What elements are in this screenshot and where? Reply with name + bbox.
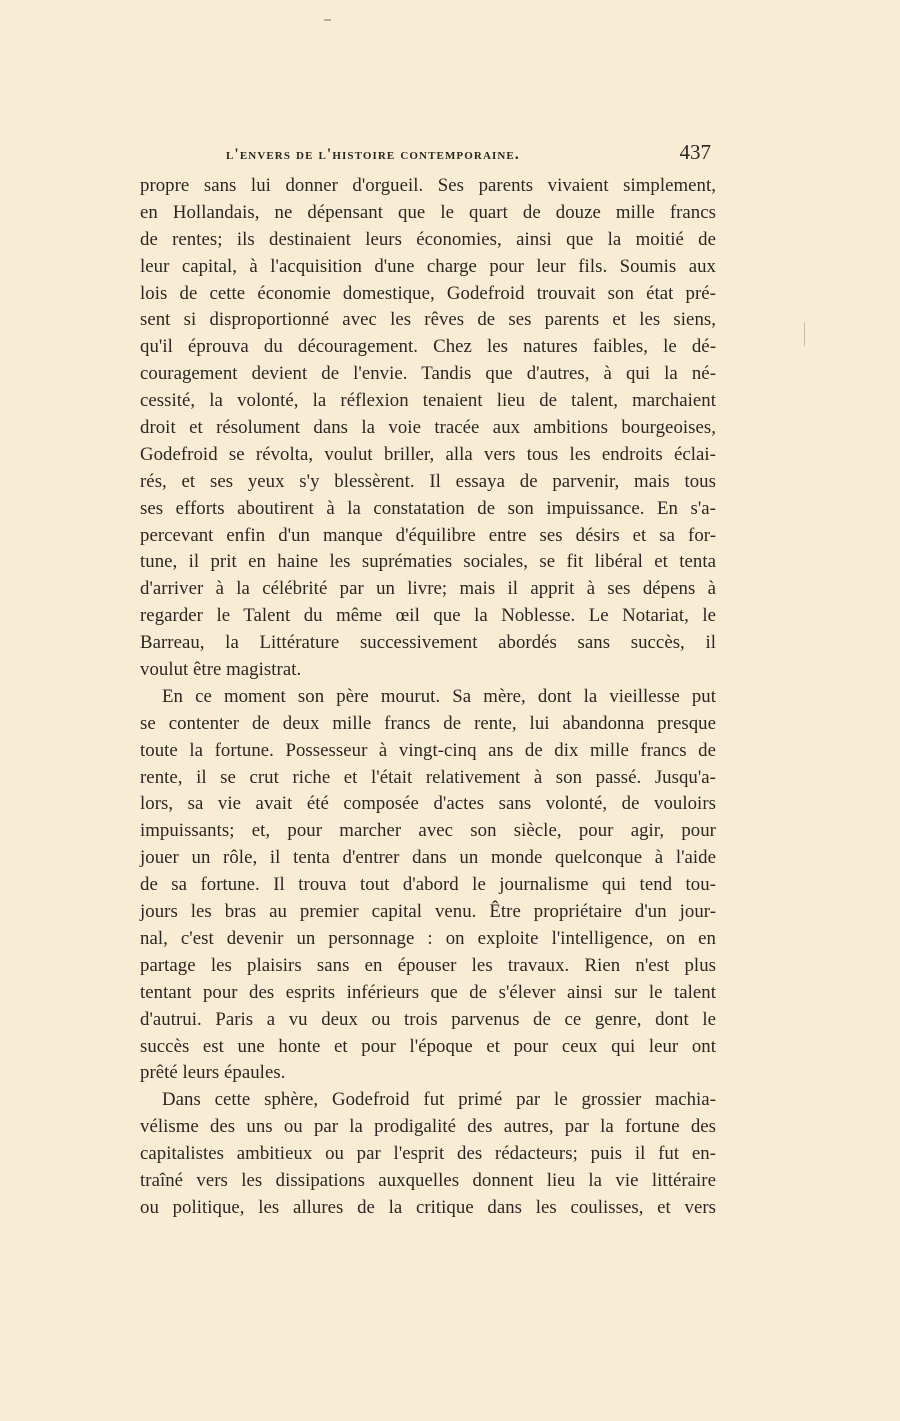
text-line: succès est une honte et pour l'époque et pour ceux qui leur ont bbox=[140, 1035, 716, 1057]
text-line: partage les plaisirs sans en épouser les travaux. Rien n'est plus bbox=[140, 954, 716, 976]
text-line: vélisme des uns ou par la prodigalité des autres, par la fortune des bbox=[140, 1116, 716, 1138]
text-line: lois de cette économie domestique, Godefroid trouvait son état pré- bbox=[140, 282, 716, 304]
text-line: percevant enfin d'un manque d'équilibre entre ses désirs et sa for- bbox=[140, 524, 716, 546]
running-title: l'envers de l'histoire contemporaine. bbox=[226, 146, 520, 163]
text-line: ses efforts aboutirent à la constatation de son impuissance. En s'a- bbox=[140, 497, 716, 519]
text-line: sent si disproportionné avec les rêves de ses parents et les siens, bbox=[140, 309, 716, 331]
text-line: En ce moment son père mourut. Sa mère, dont la vieillesse put bbox=[162, 685, 716, 707]
text-line: leur capital, à l'acquisition d'une charge pour leur fils. Soumis aux bbox=[140, 255, 716, 277]
text-line: prêté leurs épaules. bbox=[140, 1062, 286, 1084]
paragraph-1 bbox=[140, 173, 716, 684]
page-smudge-mark bbox=[324, 19, 331, 21]
text-line: regarder le Talent du même œil que la Noblesse. Le Notariat, le bbox=[140, 605, 716, 627]
text-line: Barreau, la Littérature successivement abordés sans succès, il bbox=[140, 632, 716, 654]
text-line: jours les bras au premier capital venu. Être propriétaire d'un jour- bbox=[140, 901, 716, 923]
text-line: couragement devient de l'envie. Tandis que d'autres, à qui la né- bbox=[140, 363, 716, 385]
text-line: propre sans lui donner d'orgueil. Ses parents vivaient simplement, bbox=[140, 175, 716, 196]
text-line: Godefroid se révolta, voulut briller, alla vers tous les endroits éclai- bbox=[140, 443, 716, 465]
page-header bbox=[140, 140, 715, 170]
text-line: droit et résolument dans la voie tracée aux ambitions bourgeoises, bbox=[140, 417, 716, 439]
text-line: traîné vers les dissipations auxquelles donnent lieu la vie littéraire bbox=[140, 1169, 716, 1191]
text-line: tentant pour des esprits inférieurs que de s'élever ainsi sur le talent bbox=[140, 981, 716, 1003]
text-line: Dans cette sphère, Godefroid fut primé par le grossier machia- bbox=[162, 1089, 716, 1111]
text-line: voulut être magistrat. bbox=[140, 659, 302, 681]
text-line: de rentes; ils destinaient leurs économies, ainsi que la moitié de bbox=[140, 228, 716, 250]
paragraph-2 bbox=[140, 684, 716, 1087]
text-line: capitalistes ambitieux ou par l'esprit des rédacteurs; puis il fut en- bbox=[140, 1143, 716, 1165]
text-line: nal, c'est devenir un personnage : on exploite l'intelligence, on en bbox=[140, 927, 716, 949]
paragraph-3 bbox=[140, 1087, 716, 1221]
text-line: d'autrui. Paris a vu deux ou trois parvenus de ce genre, dont le bbox=[140, 1008, 716, 1030]
text-line: se contenter de deux mille francs de rente, lui abandonna presque bbox=[140, 712, 716, 734]
text-line: en Hollandais, ne dépensant que le quart de douze mille francs bbox=[140, 201, 716, 223]
text-line: rente, il se crut riche et l'était relativement à son passé. Jusqu'a- bbox=[140, 766, 716, 788]
text-line: impuissants; et, pour marcher avec son siècle, pour agir, pour bbox=[140, 820, 716, 842]
text-line: d'arriver à la célébrité par un livre; mais il apprit à ses dépens à bbox=[140, 578, 716, 600]
text-line: ou politique, les allures de la critique dans les coulisses, et vers bbox=[140, 1196, 716, 1218]
body-text bbox=[140, 173, 716, 1222]
text-line: lors, sa vie avait été composée d'actes sans volonté, de vouloirs bbox=[140, 793, 716, 815]
text-line: qu'il éprouva du découragement. Chez les natures faibles, le dé- bbox=[140, 336, 716, 358]
text-line: tune, il prit en haine les suprématies sociales, se fit libéral et tenta bbox=[140, 551, 716, 573]
text-line: toute la fortune. Possesseur à vingt-cinq ans de dix mille francs de bbox=[140, 739, 716, 761]
page-number: 437 bbox=[679, 140, 711, 164]
text-line: de sa fortune. Il trouva tout d'abord le journalisme qui tend tou- bbox=[140, 874, 716, 896]
page-margin-mark bbox=[804, 322, 805, 346]
text-line: jouer un rôle, il tenta d'entrer dans un monde quelconque à l'aide bbox=[140, 847, 716, 869]
text-line: cessité, la volonté, la réflexion tenaient lieu de talent, marchaient bbox=[140, 390, 716, 412]
text-line: rés, et ses yeux s'y blessèrent. Il essaya de parvenir, mais tous bbox=[140, 470, 716, 492]
